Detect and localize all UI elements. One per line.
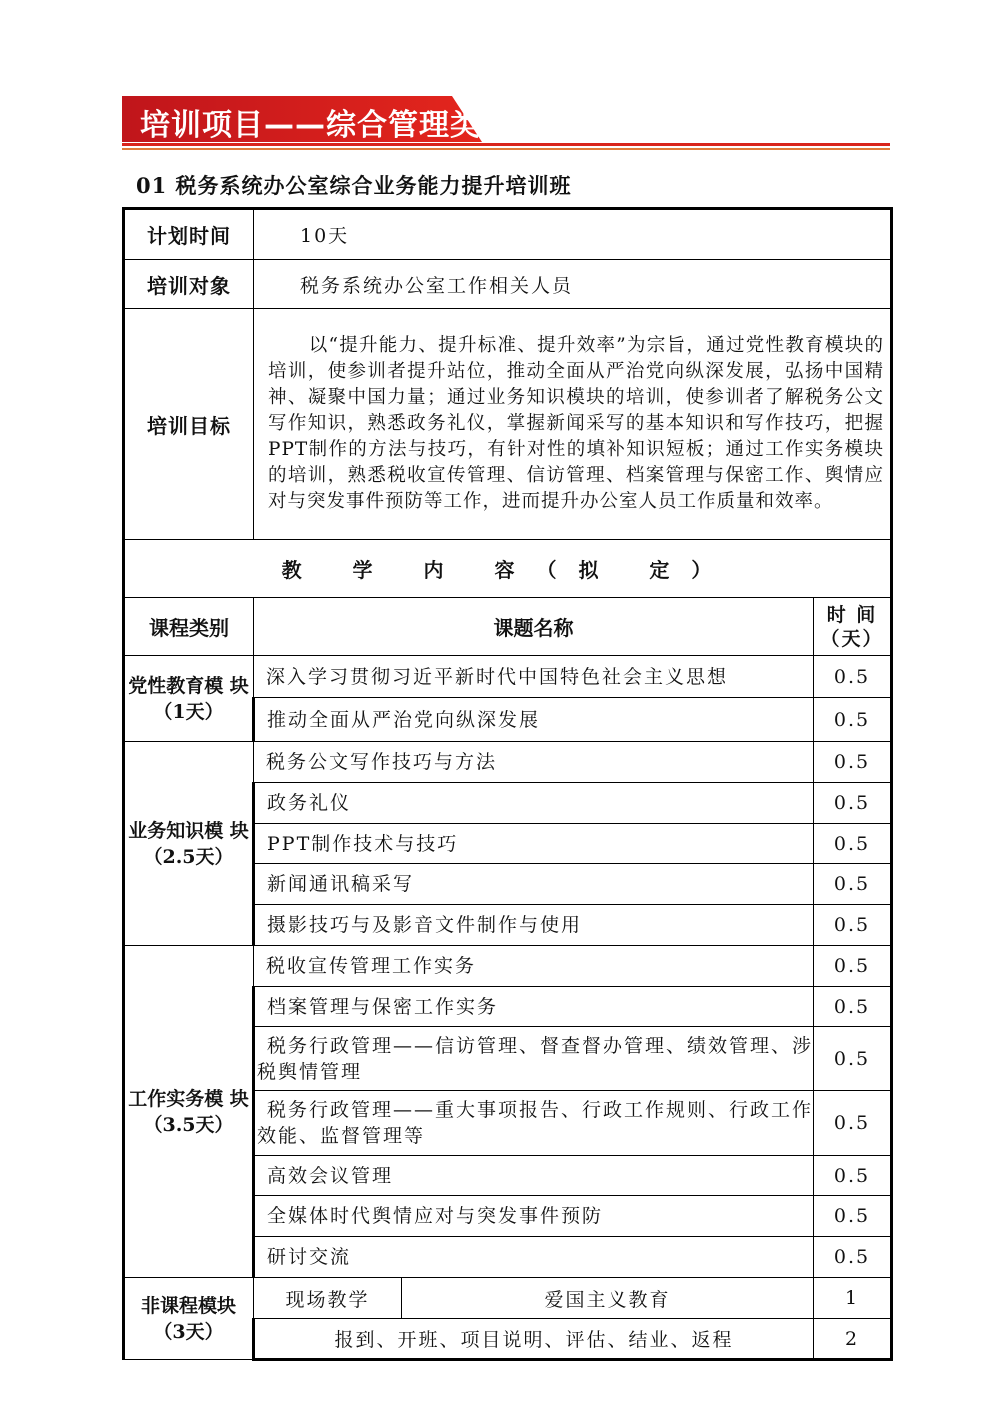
program-table	[122, 207, 893, 1361]
table-row	[124, 946, 892, 987]
course-days: 0.5	[814, 987, 892, 1027]
program-title: 01 税务系统办公室综合业务能力提升培训班	[136, 173, 572, 198]
goal-row	[124, 309, 892, 540]
course-title: 政务礼仪	[254, 783, 814, 824]
content-heading: 教 学 内 容（拟 定）	[124, 540, 892, 598]
course-days: 0.5	[814, 905, 892, 946]
course-days: 0.5	[814, 698, 892, 742]
course-days: 0.5	[814, 1091, 892, 1156]
table-row	[124, 742, 892, 783]
course-days: 0.5	[814, 824, 892, 864]
course-days: 0.5	[814, 1027, 892, 1091]
banner-title: 培训项目——综合管理类	[140, 108, 481, 143]
course-title: 研讨交流	[254, 1237, 814, 1278]
course-days: 0.5	[814, 1156, 892, 1196]
goal-text: 以“提升能力、提升标准、提升效率”为宗旨，通过党性教育模块的培训，使参训者提升站位，推动全面从严治党向纵深发展，弘扬中国精神、凝聚中国力量；通过业务知识模块的培训，使参训者了解税务公文写作知识，熟悉政务礼仪，掌握新闻采写的基本知识和写作技巧，把握PPT制作的方法与技巧，有针对性的填补知识短板；通过工作实务模块的培训，熟悉税收宣传管理、信访管理、档案管理与保密工作、舆情应对与突发事件预防等工作，进而提升办公室人员工作质量和效率。	[254, 309, 892, 540]
col-days-header: 时 间（天）	[814, 598, 892, 656]
module-non-course: 非课程模块（3天）	[124, 1278, 254, 1360]
col-topic-header: 课题名称	[254, 598, 814, 656]
logistics-items: 报到、开班、项目说明、评估、结业、返程	[254, 1319, 814, 1360]
course-title: 全媒体时代舆情应对与突发事件预防	[254, 1196, 814, 1237]
column-header-row	[124, 598, 892, 656]
target-row	[124, 260, 892, 309]
module-work-practice: 工作实务模 块（3.5天）	[124, 946, 254, 1278]
course-title: 税务行政管理——重大事项报告、行政工作规则、行政工作效能、监督管理等	[254, 1091, 814, 1156]
goal-label: 培训目标	[124, 309, 254, 540]
banner-rule-accent	[122, 148, 890, 150]
course-days: 0.5	[814, 864, 892, 905]
table-row	[124, 656, 892, 698]
plan-time-label: 计划时间	[124, 209, 254, 260]
target-value: 税务系统办公室工作相关人员	[254, 260, 892, 309]
course-title: 深入学习贯彻习近平新时代中国特色社会主义思想	[254, 656, 814, 698]
logistics-days: 2	[814, 1319, 892, 1360]
plan-time-row	[124, 209, 892, 260]
course-title: 新闻通讯稿采写	[254, 864, 814, 905]
course-title: 推动全面从严治党向纵深发展	[254, 698, 814, 742]
course-days: 0.5	[814, 783, 892, 824]
course-days: 0.5	[814, 656, 892, 698]
course-title: 税收宣传管理工作实务	[254, 946, 814, 987]
content-heading-row	[124, 540, 892, 598]
course-title: 档案管理与保密工作实务	[254, 987, 814, 1027]
course-title: 税务行政管理——信访管理、督查督办管理、绩效管理、涉税舆情管理	[254, 1027, 814, 1091]
course-title: 高效会议管理	[254, 1156, 814, 1196]
course-days: 0.5	[814, 946, 892, 987]
course-title: 税务公文写作技巧与方法	[254, 742, 814, 783]
course-days: 0.5	[814, 1237, 892, 1278]
banner-rule	[122, 143, 890, 146]
plan-time-value: 10天	[254, 209, 892, 260]
table-row	[124, 1278, 892, 1319]
module-business-knowledge: 业务知识模 块（2.5天）	[124, 742, 254, 946]
site-teaching-label: 现场教学	[254, 1278, 402, 1319]
course-days: 0.5	[814, 742, 892, 783]
course-title: PPT制作技术与技巧	[254, 824, 814, 864]
site-teaching-topic: 爱国主义教育	[402, 1278, 814, 1319]
site-teaching-days: 1	[814, 1278, 892, 1319]
module-party-education: 党性教育模 块（1天）	[124, 656, 254, 742]
course-days: 0.5	[814, 1196, 892, 1237]
col-category-header: 课程类别	[124, 598, 254, 656]
target-label: 培训对象	[124, 260, 254, 309]
course-title: 摄影技巧与及影音文件制作与使用	[254, 905, 814, 946]
header-banner	[122, 96, 890, 154]
